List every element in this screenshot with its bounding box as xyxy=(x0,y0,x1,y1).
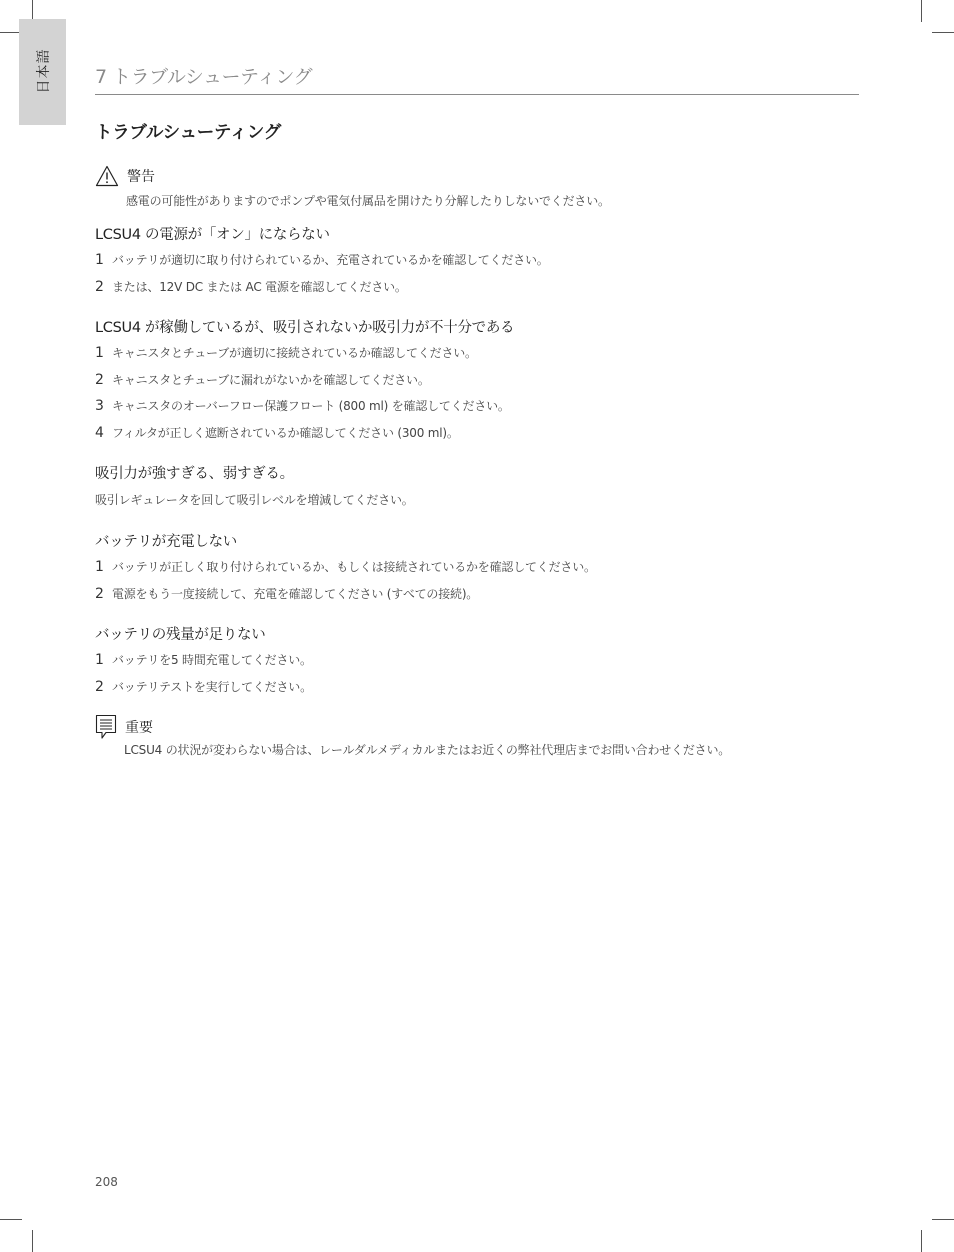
item-text: フィルタが正しく遮断されているか確認してください (300 ml)。 xyxy=(112,425,459,440)
list-item xyxy=(95,250,865,277)
crop-mark xyxy=(32,1230,33,1252)
list-item xyxy=(95,557,865,584)
note-label: 重要 xyxy=(125,720,153,736)
list-item xyxy=(95,277,865,304)
item-text: または、12V DC または AC 電源を確認してください。 xyxy=(112,279,407,294)
list-item xyxy=(95,396,865,423)
section-heading: 吸引力が強すぎる、弱すぎる。 xyxy=(95,466,294,482)
item-number: 1 xyxy=(95,559,104,575)
chapter-header xyxy=(95,64,859,95)
crop-mark xyxy=(921,1230,922,1252)
page-content xyxy=(95,118,865,759)
item-text: バッテリが適切に取り付けられているか、充電されているかを確認してください。 xyxy=(112,253,549,267)
list-item xyxy=(95,677,865,704)
item-number: 1 xyxy=(95,345,104,361)
language-tab xyxy=(19,19,66,125)
page-title: トラブルシューティング xyxy=(95,123,281,143)
crop-mark xyxy=(932,1219,954,1220)
section-heading: バッテリの残量が足りない xyxy=(95,627,266,643)
note-block xyxy=(95,715,865,759)
section-heading: バッテリが充電しない xyxy=(95,534,237,550)
item-text: キャニスタのオーバーフロー保護フロート (800 ml) を確認してください。 xyxy=(112,399,510,413)
list-item xyxy=(95,650,865,677)
section-power xyxy=(95,224,865,303)
item-number: 1 xyxy=(95,252,104,268)
crop-mark xyxy=(932,32,954,33)
section-paragraph: 吸引レギュレータを回して吸引レベルを増減してください。 xyxy=(95,493,414,507)
item-number: 2 xyxy=(95,371,104,388)
item-number: 2 xyxy=(95,678,104,695)
section-no-suction xyxy=(95,317,865,449)
item-text: 電源をもう一度接続して、充電を確認してください (すべての接続)。 xyxy=(112,586,479,601)
chapter-title: 7 トラブルシューティング xyxy=(95,66,313,88)
item-number: 2 xyxy=(95,585,104,602)
section-suction-level xyxy=(95,463,865,509)
crop-mark xyxy=(0,1219,22,1220)
section-heading: LCSU4 の電源が「オン」にならない xyxy=(95,227,330,243)
language-tab-label: 日本語 xyxy=(35,48,52,94)
item-text: バッテリテストを実行してください。 xyxy=(112,679,312,694)
item-text: キャニスタとチューブが適切に接続されているか確認してください。 xyxy=(112,346,477,360)
section-heading: LCSU4 が稼働しているが、吸引されないか吸引力が不十分である xyxy=(95,320,515,336)
item-number: 3 xyxy=(95,398,104,414)
item-number: 2 xyxy=(95,278,104,295)
section-battery-charge xyxy=(95,531,865,610)
warning-block xyxy=(95,164,865,210)
warning-triangle-icon xyxy=(95,165,119,187)
list-item xyxy=(95,343,865,370)
warning-label: 警告 xyxy=(127,169,155,185)
item-text: キャニスタとチューブに漏れがないかを確認してください。 xyxy=(112,372,430,387)
list-item xyxy=(95,423,865,450)
note-text: LCSU4 の状況が変わらない場合は、レールダルメディカルまたはお近くの弊社代理店までお問い合わせください。 xyxy=(124,743,731,757)
page-number: 208 xyxy=(95,1175,118,1189)
warning-text: 感電の可能性がありますのでポンプや電気付属品を開けたり分解したりしないでください。 xyxy=(126,194,610,208)
crop-mark xyxy=(921,0,922,22)
note-icon xyxy=(95,714,117,740)
section-battery-low xyxy=(95,624,865,703)
item-text: バッテリを5 時間充電してください。 xyxy=(112,653,312,667)
item-number: 1 xyxy=(95,652,104,668)
item-number: 4 xyxy=(95,424,104,441)
list-item xyxy=(95,370,865,397)
item-text: バッテリが正しく取り付けられているか、もしくは接続されているかを確認してください。 xyxy=(112,560,596,574)
list-item xyxy=(95,584,865,611)
